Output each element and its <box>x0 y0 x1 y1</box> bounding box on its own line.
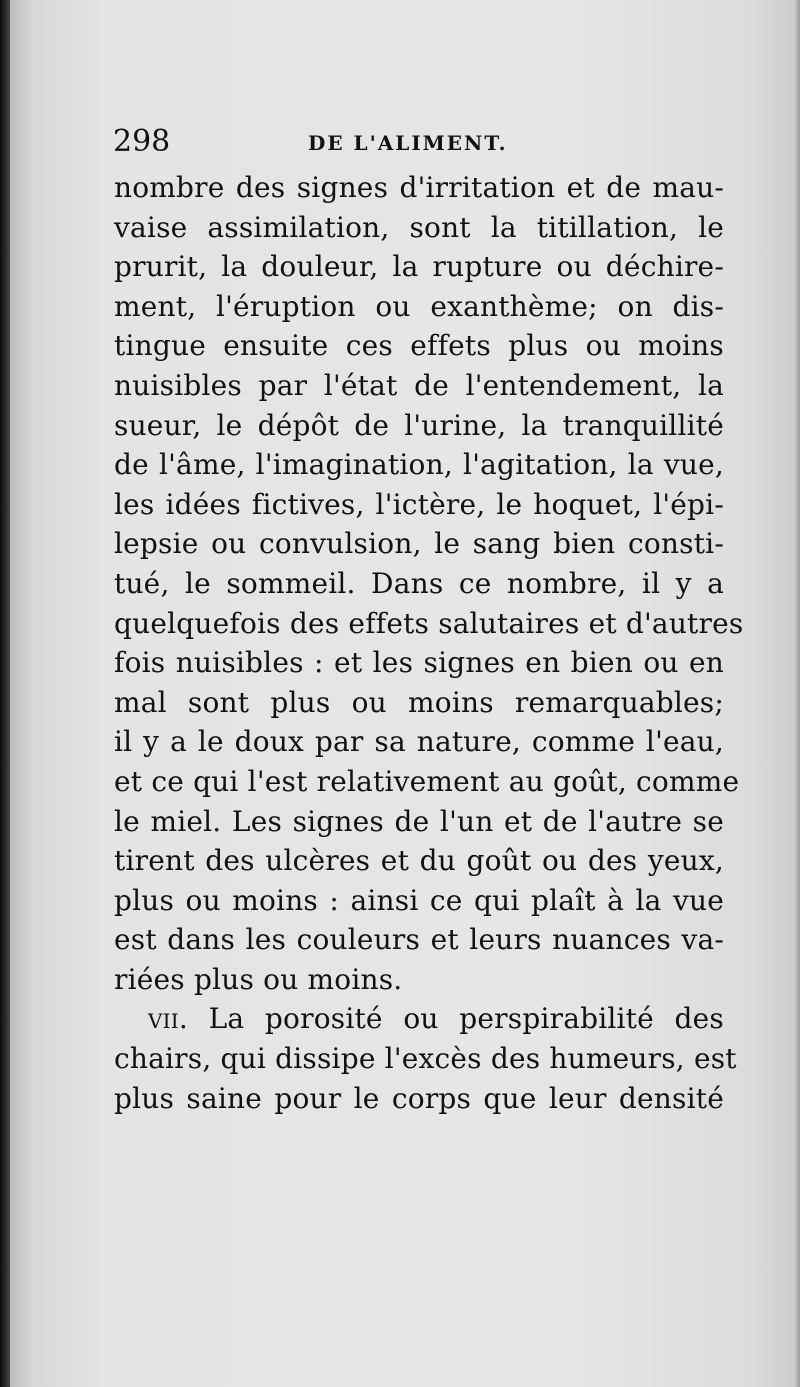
text-line: chairs, qui dissipe l'excès des humeurs, est <box>114 1042 737 1076</box>
text-line: de l'âme, l'imagination, l'agitation, la vue, <box>114 448 724 482</box>
page-edge <box>794 0 800 1387</box>
text-line: tingue ensuite ces effets plus ou moins <box>114 329 724 363</box>
book-page <box>10 0 800 1387</box>
section-numeral: vii. <box>148 1002 188 1036</box>
body-text <box>114 168 744 1118</box>
page-number: 298 <box>113 124 171 159</box>
text-line: ment, l'éruption ou exanthème; on dis- <box>114 289 724 323</box>
text-line: et ce qui l'est relativement au goût, comme <box>114 764 740 798</box>
text-line: le miel. Les signes de l'un et de l'autre se <box>114 804 724 838</box>
scan-left-shadow <box>0 0 10 1387</box>
text-line: il y a le doux par sa nature, comme l'eau, <box>114 725 724 759</box>
text-line: tué, le sommeil. Dans ce nombre, il y a <box>114 566 724 600</box>
text-line: vaise assimilation, sont la titillation, le <box>114 210 724 244</box>
text-line: est dans les couleurs et leurs nuances va- <box>114 923 724 957</box>
text-line: fois nuisibles : et les signes en bien ou en <box>114 646 724 680</box>
text-line: riées plus ou moins. <box>114 962 403 996</box>
text-line: quelquefois des effets salutaires et d'autres <box>114 606 744 640</box>
text-line: nombre des signes d'irritation et de mau- <box>114 171 724 204</box>
page-header <box>113 120 713 170</box>
text-line: sueur, le dépôt de l'urine, la tranquillité <box>114 408 724 442</box>
paragraph-1 <box>114 168 744 999</box>
text-line: plus ou moins : ainsi ce qui plaît à la vue <box>114 883 724 917</box>
text-line: mal sont plus ou moins remarquables; <box>114 685 724 719</box>
first-line-text: La porosité ou perspirabilité des <box>208 1002 725 1036</box>
text-line: prurit, la douleur, la rupture ou déchire- <box>114 250 724 284</box>
text-line: nuisibles par l'état de l'entendement, la <box>114 368 724 402</box>
text-line: les idées fictives, l'ictère, le hoquet, l'épi- <box>114 487 724 521</box>
text-line: plus saine pour le corps que leur densité <box>114 1081 724 1115</box>
running-title: DE L'ALIMENT. <box>308 131 508 155</box>
text-line: tirent des ulcères et du goût ou des yeux, <box>114 844 724 878</box>
text-line: lepsie ou convulsion, le sang bien consti- <box>114 527 724 561</box>
paragraph-2 <box>114 999 737 1118</box>
text-line-first <box>114 999 724 1039</box>
